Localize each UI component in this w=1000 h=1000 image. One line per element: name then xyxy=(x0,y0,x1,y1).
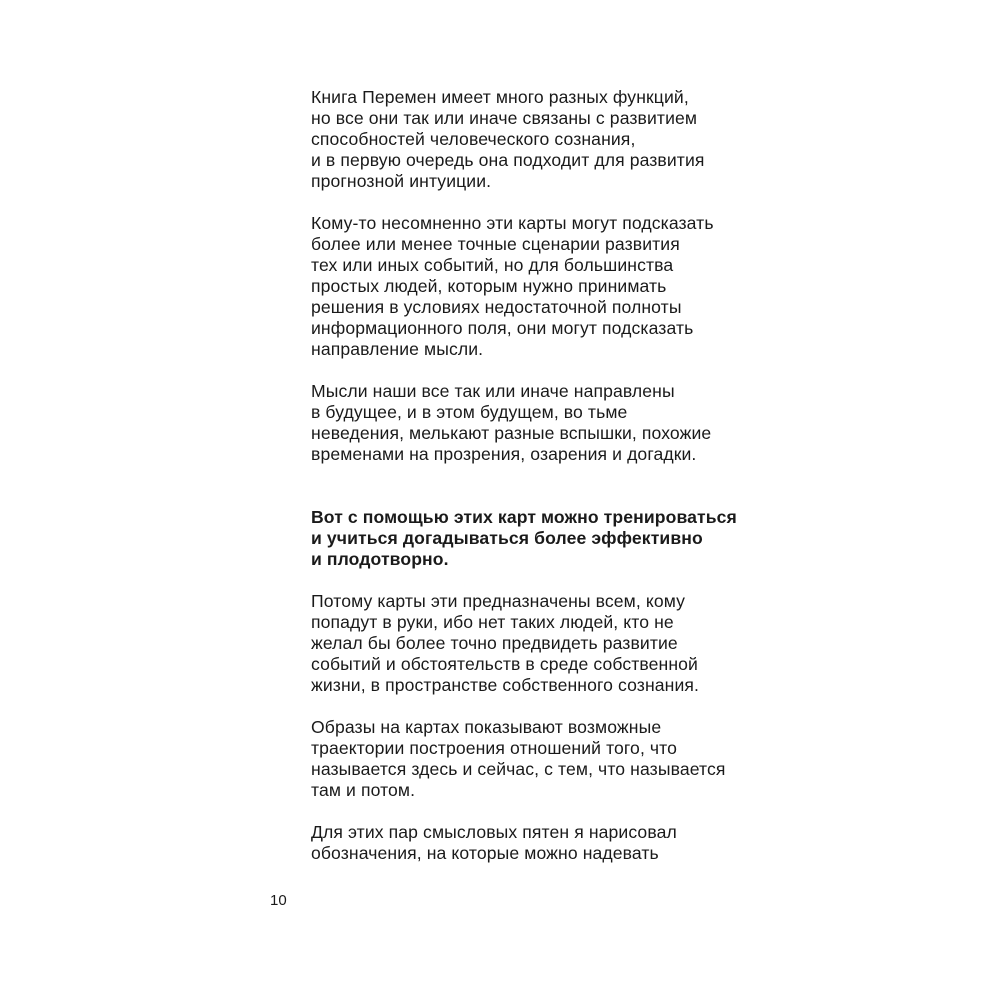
text-line: Образы на картах показывают возможные xyxy=(311,717,662,737)
text-line: Для этих пар смысловых пятен я нарисовал xyxy=(311,822,677,842)
text-line: информационного поля, они могут подсказать xyxy=(311,318,694,338)
text-line: траектории построения отношений того, что xyxy=(311,738,678,758)
text-line: жизни, в пространстве собственного сознания. xyxy=(311,675,700,695)
text-line: там и потом. xyxy=(311,780,416,800)
text-line: обозначения, на которые можно надевать xyxy=(311,843,659,863)
paragraph-3 xyxy=(311,381,751,465)
text-line: Кому-то несомненно эти карты могут подсказать xyxy=(311,213,714,233)
text-line: желал бы более точно предвидеть развитие xyxy=(311,633,678,653)
text-line: событий и обстоятельств в среде собственной xyxy=(311,654,698,674)
text-line: и плодотворно. xyxy=(311,549,449,569)
paragraph-7 xyxy=(311,822,751,864)
text-line: Книга Перемен имеет много разных функций, xyxy=(311,87,689,107)
text-line: и учиться догадываться более эффективно xyxy=(311,528,703,548)
text-line: решения в условиях недостаточной полноты xyxy=(311,297,682,317)
paragraph-6 xyxy=(311,717,751,801)
text-line: попадут в руки, ибо нет таких людей, кто не xyxy=(311,612,674,632)
text-line: Мысли наши все так или иначе направлены xyxy=(311,381,675,401)
page-number: 10 xyxy=(270,892,287,909)
paragraph-1 xyxy=(311,87,751,192)
text-line: неведения, мелькают разные вспышки, похожие xyxy=(311,423,712,443)
text-line: простых людей, которым нужно принимать xyxy=(311,276,667,296)
text-line: и в первую очередь она подходит для развития xyxy=(311,150,705,170)
text-line: временами на прозрения, озарения и догадки. xyxy=(311,444,697,464)
paragraph-5 xyxy=(311,591,751,696)
text-line: но все они так или иначе связаны с развитием xyxy=(311,108,698,128)
text-line: способностей человеческого сознания, xyxy=(311,129,636,149)
text-line: направление мысли. xyxy=(311,339,484,359)
body-text xyxy=(311,87,751,885)
paragraph-2 xyxy=(311,213,751,360)
text-line: более или менее точные сценарии развития xyxy=(311,234,680,254)
text-line: тех или иных событий, но для большинства xyxy=(311,255,674,275)
paragraph-4-emphasis xyxy=(311,507,751,570)
text-line: называется здесь и сейчас, с тем, что называется xyxy=(311,759,726,779)
text-line: Потому карты эти предназначены всем, кому xyxy=(311,591,686,611)
section-spacer xyxy=(311,486,751,507)
text-line: Вот с помощью этих карт можно тренироваться xyxy=(311,507,737,527)
text-line: прогнозной интуиции. xyxy=(311,171,492,191)
text-line: в будущее, и в этом будущем, во тьме xyxy=(311,402,628,422)
